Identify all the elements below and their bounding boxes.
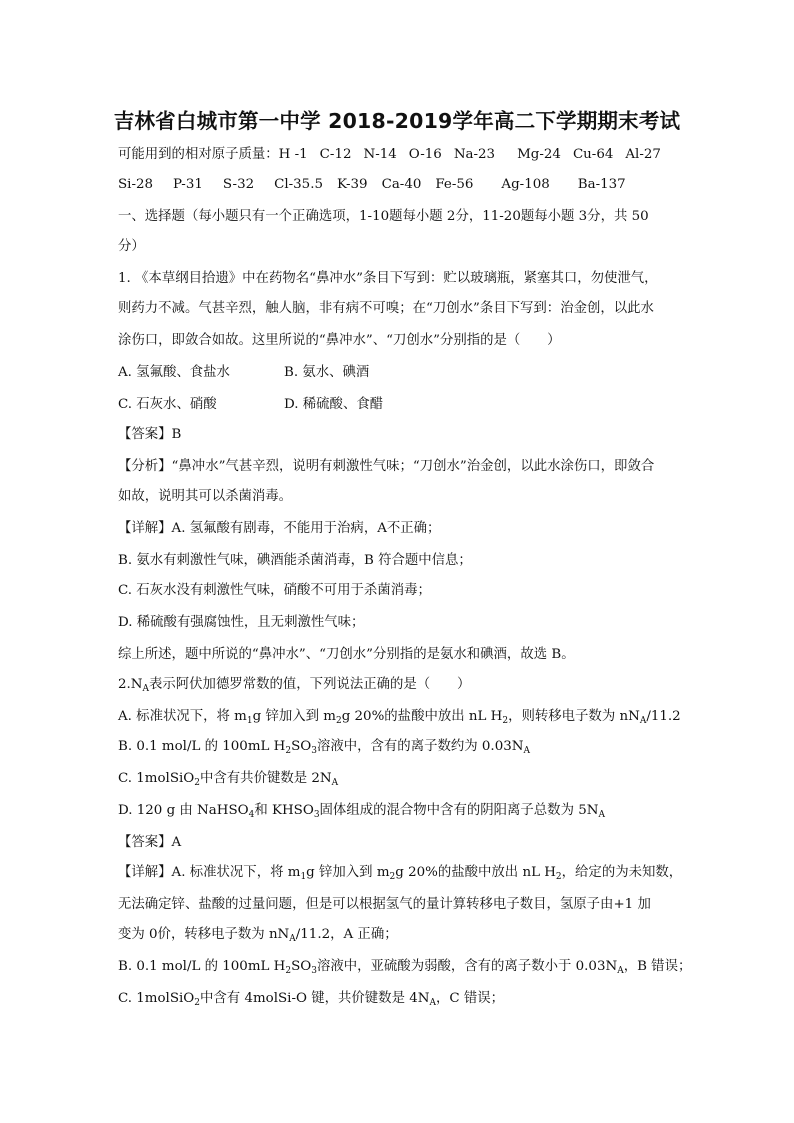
- text-run: C. 1molSiO: [118, 771, 195, 786]
- subscript: A: [331, 778, 339, 788]
- subscript: 2: [555, 872, 562, 882]
- text-run: B. 0.1 mol/L 的 100mL H: [118, 739, 286, 754]
- subscript: 2: [389, 872, 396, 882]
- q2-option-b: [118, 738, 530, 756]
- q2-option-c: [118, 770, 338, 788]
- mass-item: C-12: [319, 147, 352, 162]
- mass-item: S-32: [222, 177, 255, 192]
- q1-detail-c: C. 石灰水没有刺激性气味，硝酸不可用于杀菌消毒；: [118, 583, 431, 598]
- q1-stem-line: 1. 《本草纲目拾遗》中在药物名“鼻冲水”条目下写到：贮以玻璃瓶，紧塞其口，勿使泄气，: [118, 271, 658, 286]
- text-run: SO: [291, 959, 312, 974]
- text-run: B. 0.1 mol/L 的 100mL H: [118, 959, 286, 974]
- mass-item: Al-27: [625, 147, 661, 162]
- q2-detail-a: [118, 864, 682, 882]
- text-run: g 20%的盐酸中放出 nL H: [341, 709, 503, 724]
- section-heading: 一、选择题（每小题只有一个正确选项，1-10题每小题 2分，11-20题每小题 3分，共 50: [118, 209, 649, 224]
- subscript: 2: [502, 716, 509, 726]
- q1-option-c: C. 石灰水、硝酸: [118, 397, 217, 412]
- text-run: A. 标准状况下，将 m: [118, 709, 247, 724]
- mass-item: Fe-56: [435, 177, 474, 192]
- q1-summary: 综上所述，题中所说的“鼻冲水”、“刀创水”分别指的是氨水和碘酒，故选 B。: [118, 647, 575, 662]
- q2-detail-a-cont: [118, 926, 398, 944]
- mass-item: 可能用到的相对原子质量：H -1: [118, 147, 308, 162]
- text-run: g 20%的盐酸中放出 nL H: [395, 865, 556, 880]
- mass-item: P-31: [173, 177, 203, 192]
- text-run: C. 1molSiO: [118, 991, 195, 1006]
- text-run: 中含有共价键数是 2N: [200, 771, 332, 786]
- mass-item: Cu-64: [572, 147, 614, 162]
- mass-item: Na-23: [453, 147, 496, 162]
- section-heading-cont: 分）: [118, 239, 145, 254]
- q2-detail-b: [118, 958, 691, 976]
- mass-item: Ba-137: [577, 177, 626, 192]
- mass-item: N-14: [363, 147, 397, 162]
- text-run: SO: [291, 739, 312, 754]
- subscript: A: [289, 934, 296, 944]
- q2-option-a: [118, 708, 681, 726]
- text-run: 溶液中，含有的离子数约为 0.03N: [316, 739, 524, 754]
- subscript: A: [429, 998, 436, 1008]
- subscript: 2: [285, 966, 292, 976]
- subscript: A: [142, 684, 149, 694]
- q1-answer: 【答案】B: [118, 427, 182, 442]
- q2-detail-c: [118, 990, 504, 1008]
- text-run: ，则转移电子数为 nN: [508, 709, 640, 724]
- mass-item: K-39: [336, 177, 368, 192]
- subscript: 2: [285, 746, 292, 756]
- text-run: 【详解】A. 标准状况下，将 m: [118, 865, 301, 880]
- q1-detail-b: B. 氨水有刺激性气味，碘酒能杀菌消毒，B 符合题中信息；: [118, 553, 472, 568]
- q2-answer: 【答案】A: [118, 835, 182, 850]
- text-run: ，给定的为未知数，: [561, 865, 683, 880]
- mass-item: Si-28: [118, 177, 154, 192]
- subscript: A: [639, 716, 647, 726]
- text-run: D. 120 g 由 NaHSO: [118, 803, 249, 818]
- atomic-masses-line-1: [118, 146, 661, 164]
- q2-detail-a-cont: 无法确定锌、盐酸的过量问题，但是可以根据氢气的量计算转移电子数目，氢原子由+1 加: [118, 897, 651, 912]
- subscript: 2: [194, 778, 201, 788]
- text-run: 2.N: [118, 677, 143, 692]
- q2-option-d: [118, 802, 605, 820]
- subscript: 1: [300, 872, 307, 882]
- subscript: 3: [311, 746, 317, 756]
- subscript: 2: [335, 716, 342, 726]
- q1-detail-d: D. 稀硫酸有强腐蚀性，且无刺激性气味；: [118, 615, 365, 630]
- atomic-masses-line-2: [118, 176, 626, 194]
- subscript: A: [598, 810, 605, 820]
- subscript: 2: [194, 998, 201, 1008]
- q1-analysis-cont: 如故，说明其可以杀菌消毒。: [118, 489, 293, 504]
- q1-option-b: B. 氨水、碘酒: [284, 365, 370, 380]
- text-run: 表示阿伏加德罗常数的值，下列说法正确的是（ ）: [149, 677, 471, 692]
- q2-stem: [118, 676, 470, 694]
- mass-item: Cl-35.5: [274, 177, 323, 192]
- text-run: ，C 错误；: [435, 991, 505, 1006]
- subscript: 4: [248, 810, 255, 820]
- text-run: g 锌加入到 m: [306, 865, 390, 880]
- text-run: /11.2，A 正确；: [295, 927, 398, 942]
- q1-option-d: D. 稀硫酸、食醋: [284, 397, 384, 412]
- text-run: 变为 0价，转移电子数为 nN: [118, 927, 290, 942]
- mass-item: O-16: [408, 147, 442, 162]
- page-title: 吉林省白城市第一中学 2018-2019学年高二下学期期末考试: [113, 109, 681, 133]
- mass-item: Mg-24: [517, 147, 561, 162]
- subscript: A: [523, 746, 530, 756]
- mass-item: Ca-40: [381, 177, 422, 192]
- mass-item: Ag-108: [501, 177, 550, 192]
- text-run: ，B 错误；: [623, 959, 692, 974]
- text-run: 溶液中，亚硫酸为弱酸，含有的离子数小于 0.03N: [316, 959, 618, 974]
- q1-option-a: A. 氢氟酸、食盐水: [118, 365, 230, 380]
- text-run: 中含有 4molSi-O 键，共价键数是 4N: [200, 991, 430, 1006]
- q1-analysis: 【分析】“鼻冲水”气甚辛烈，说明有刺激性气味；“刀创水”治金创，以此水涂伤口，即敛合: [118, 459, 655, 474]
- subscript: 3: [313, 810, 320, 820]
- q1-stem-line: 涂伤口，即敛合如故。这里所说的“鼻冲水”、“刀创水”分别指的是（ ）: [118, 333, 561, 348]
- q1-detail-a: 【详解】A. 氢氟酸有剧毒，不能用于治病，A不正确；: [118, 521, 441, 536]
- text-run: g 锌加入到 m: [252, 709, 336, 724]
- subscript: 3: [311, 966, 317, 976]
- text-run: 和 KHSO: [254, 803, 314, 818]
- text-run: /11.2: [646, 709, 681, 724]
- text-run: 固体组成的混合物中含有的阴阳离子总数为 5N: [319, 803, 599, 818]
- subscript: 1: [246, 716, 253, 726]
- subscript: A: [617, 966, 624, 976]
- q1-stem-line: 则药力不减。气甚辛烈，触人脑，非有病不可嗅；在“刀创水”条目下写到：治金创，以此水: [118, 301, 654, 316]
